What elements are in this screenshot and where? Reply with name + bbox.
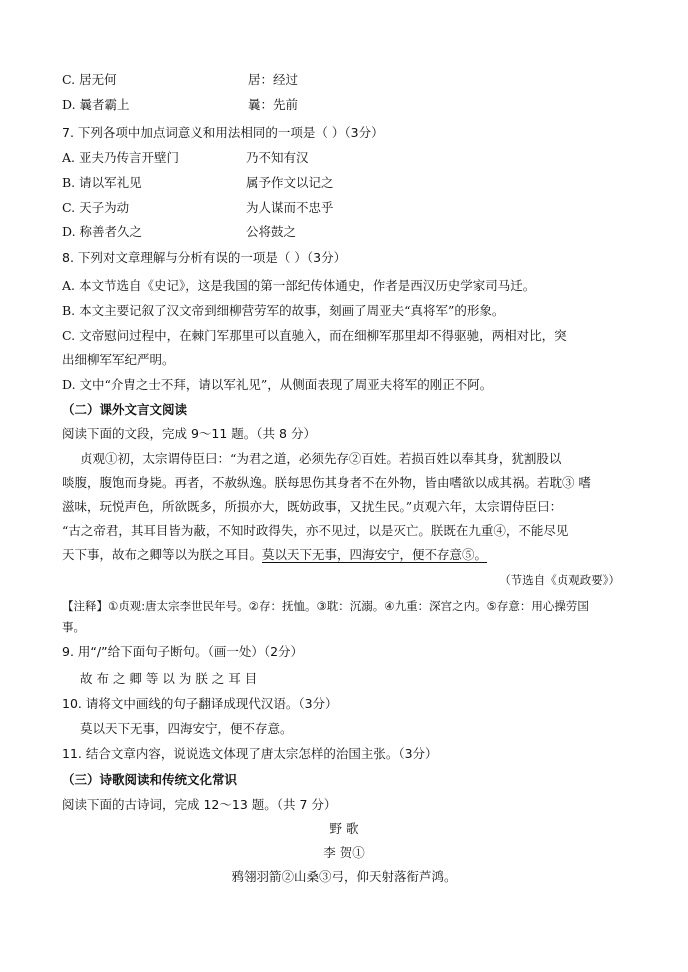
q10-stem: 10. 请将文中画线的句子翻译成现代汉语。（3分） bbox=[62, 696, 338, 711]
poem-title: 野 歌 bbox=[329, 821, 359, 836]
section3-title: （三）诗歌阅读和传统文化常识 bbox=[62, 772, 238, 787]
passage-line-2: 啖腹，腹饱而身毙。再者，不赦纵逸。朕每思伤其身者不在外物，皆由嗜欲以成其祸。若耽③ 嗜 bbox=[62, 475, 591, 490]
q6-option-c-gloss: 居：经过 bbox=[248, 72, 299, 87]
q7-option-c: C. 天子为动 bbox=[62, 200, 130, 215]
q8-option-c-line2: 出细柳军军纪严明。 bbox=[62, 352, 175, 367]
q8-option-a: A. 本文节选自《史记》，这是我国的第一部纪传体通史，作者是西汉历史学家司马迁。 bbox=[62, 278, 536, 293]
passage-source: （节选自《贞观政要》） bbox=[499, 573, 620, 587]
q8-option-b: B. 本文主要记叙了汉文帝到细柳营劳军的故事，刻画了周亚夫“真将军”的形象。 bbox=[62, 303, 505, 318]
passage-line-5-plain: 天下事，故布之卿等以为朕之耳目。 bbox=[62, 547, 263, 562]
q6-option-d: D. 曩者霸上 bbox=[62, 97, 130, 112]
q7-option-d: D. 称善者久之 bbox=[62, 224, 143, 239]
q7-stem: 7. 下列各项中加点词意义和用法相同的一项是（ ）（3分） bbox=[62, 125, 384, 140]
q7-option-c-compare: 为人谋而不忠乎 bbox=[246, 200, 334, 215]
q10-sentence: 莫以天下无事，四海安宁，便不存意。 bbox=[80, 721, 293, 736]
q9-sentence: 故 布 之 卿 等 以 为 朕 之 耳 目 bbox=[80, 671, 258, 686]
q8-option-d: D. 文中“介胄之士不拜，请以军礼见”，从侧面表现了周亚夫将军的刚正不阿。 bbox=[62, 377, 493, 392]
q7-option-a-compare: 乃不知有汉 bbox=[246, 150, 309, 165]
q8-stem: 8. 下列对文章理解与分析有误的一项是（ ）（3分） bbox=[62, 250, 347, 265]
passage-line-4: “古之帝君，其耳目皆为蔽，不知时政得失，亦不见过，以是灭亡。朕既在九重④，不能尽见 bbox=[62, 523, 569, 538]
q8-option-c-line1: C. 文帝慰问过程中，在棘门军那里可以直驰入，而在细柳军那里却不得驱驰，两相对比，突 bbox=[62, 328, 567, 343]
q7-option-b: B. 请以军礼见 bbox=[62, 175, 142, 190]
poem-author: 李 贺① bbox=[323, 845, 365, 860]
q7-option-a: A. 亚夫乃传言开壁门 bbox=[62, 150, 179, 165]
passage-line-5 bbox=[62, 547, 487, 563]
passage-note-line2: 事。 bbox=[62, 620, 85, 634]
q6-option-c: C. 居无何 bbox=[62, 72, 117, 87]
q6-option-d-gloss: 曩：先前 bbox=[248, 97, 299, 112]
passage-line-3: 滋味，玩悦声色，所欲既多，所损亦大，既妨政事，又扰生民。”贞观六年，太宗谓侍臣曰： bbox=[62, 499, 563, 514]
q11-stem: 11. 结合文章内容，说说选文体现了唐太宗怎样的治国主张。（3分） bbox=[62, 746, 438, 761]
passage-line-1: 贞观①初，太宗谓侍臣曰：“为君之道，必须先存②百姓。若损百姓以奉其身，犹割股以 bbox=[80, 451, 562, 466]
q7-option-b-compare: 属予作文以记之 bbox=[246, 175, 334, 190]
passage-underlined-sentence: 莫以天下无事，四海安宁，便不存意⑤。 bbox=[262, 547, 488, 562]
passage-note-line1: 【注释】①贞观:唐太宗李世民年号。②存：抚恤。③耽：沉溺。④九重：深宫之内。⑤存意：用心操劳国 bbox=[62, 599, 589, 613]
poem-line-1: 鸦翎羽箭②山桑③弓，仰天射落衔芦鸿。 bbox=[231, 869, 457, 884]
section3-intro: 阅读下面的古诗词，完成 12～13 题。（共 7 分） bbox=[62, 797, 337, 812]
q7-option-d-compare: 公将鼓之 bbox=[246, 224, 297, 239]
section2-intro: 阅读下面的文段，完成 9～11 题。（共 8 分） bbox=[62, 426, 316, 441]
q9-stem: 9. 用“/”给下面句子断句。（画一处）（2分） bbox=[62, 644, 304, 659]
section2-title: （二）课外文言文阅读 bbox=[62, 402, 188, 417]
